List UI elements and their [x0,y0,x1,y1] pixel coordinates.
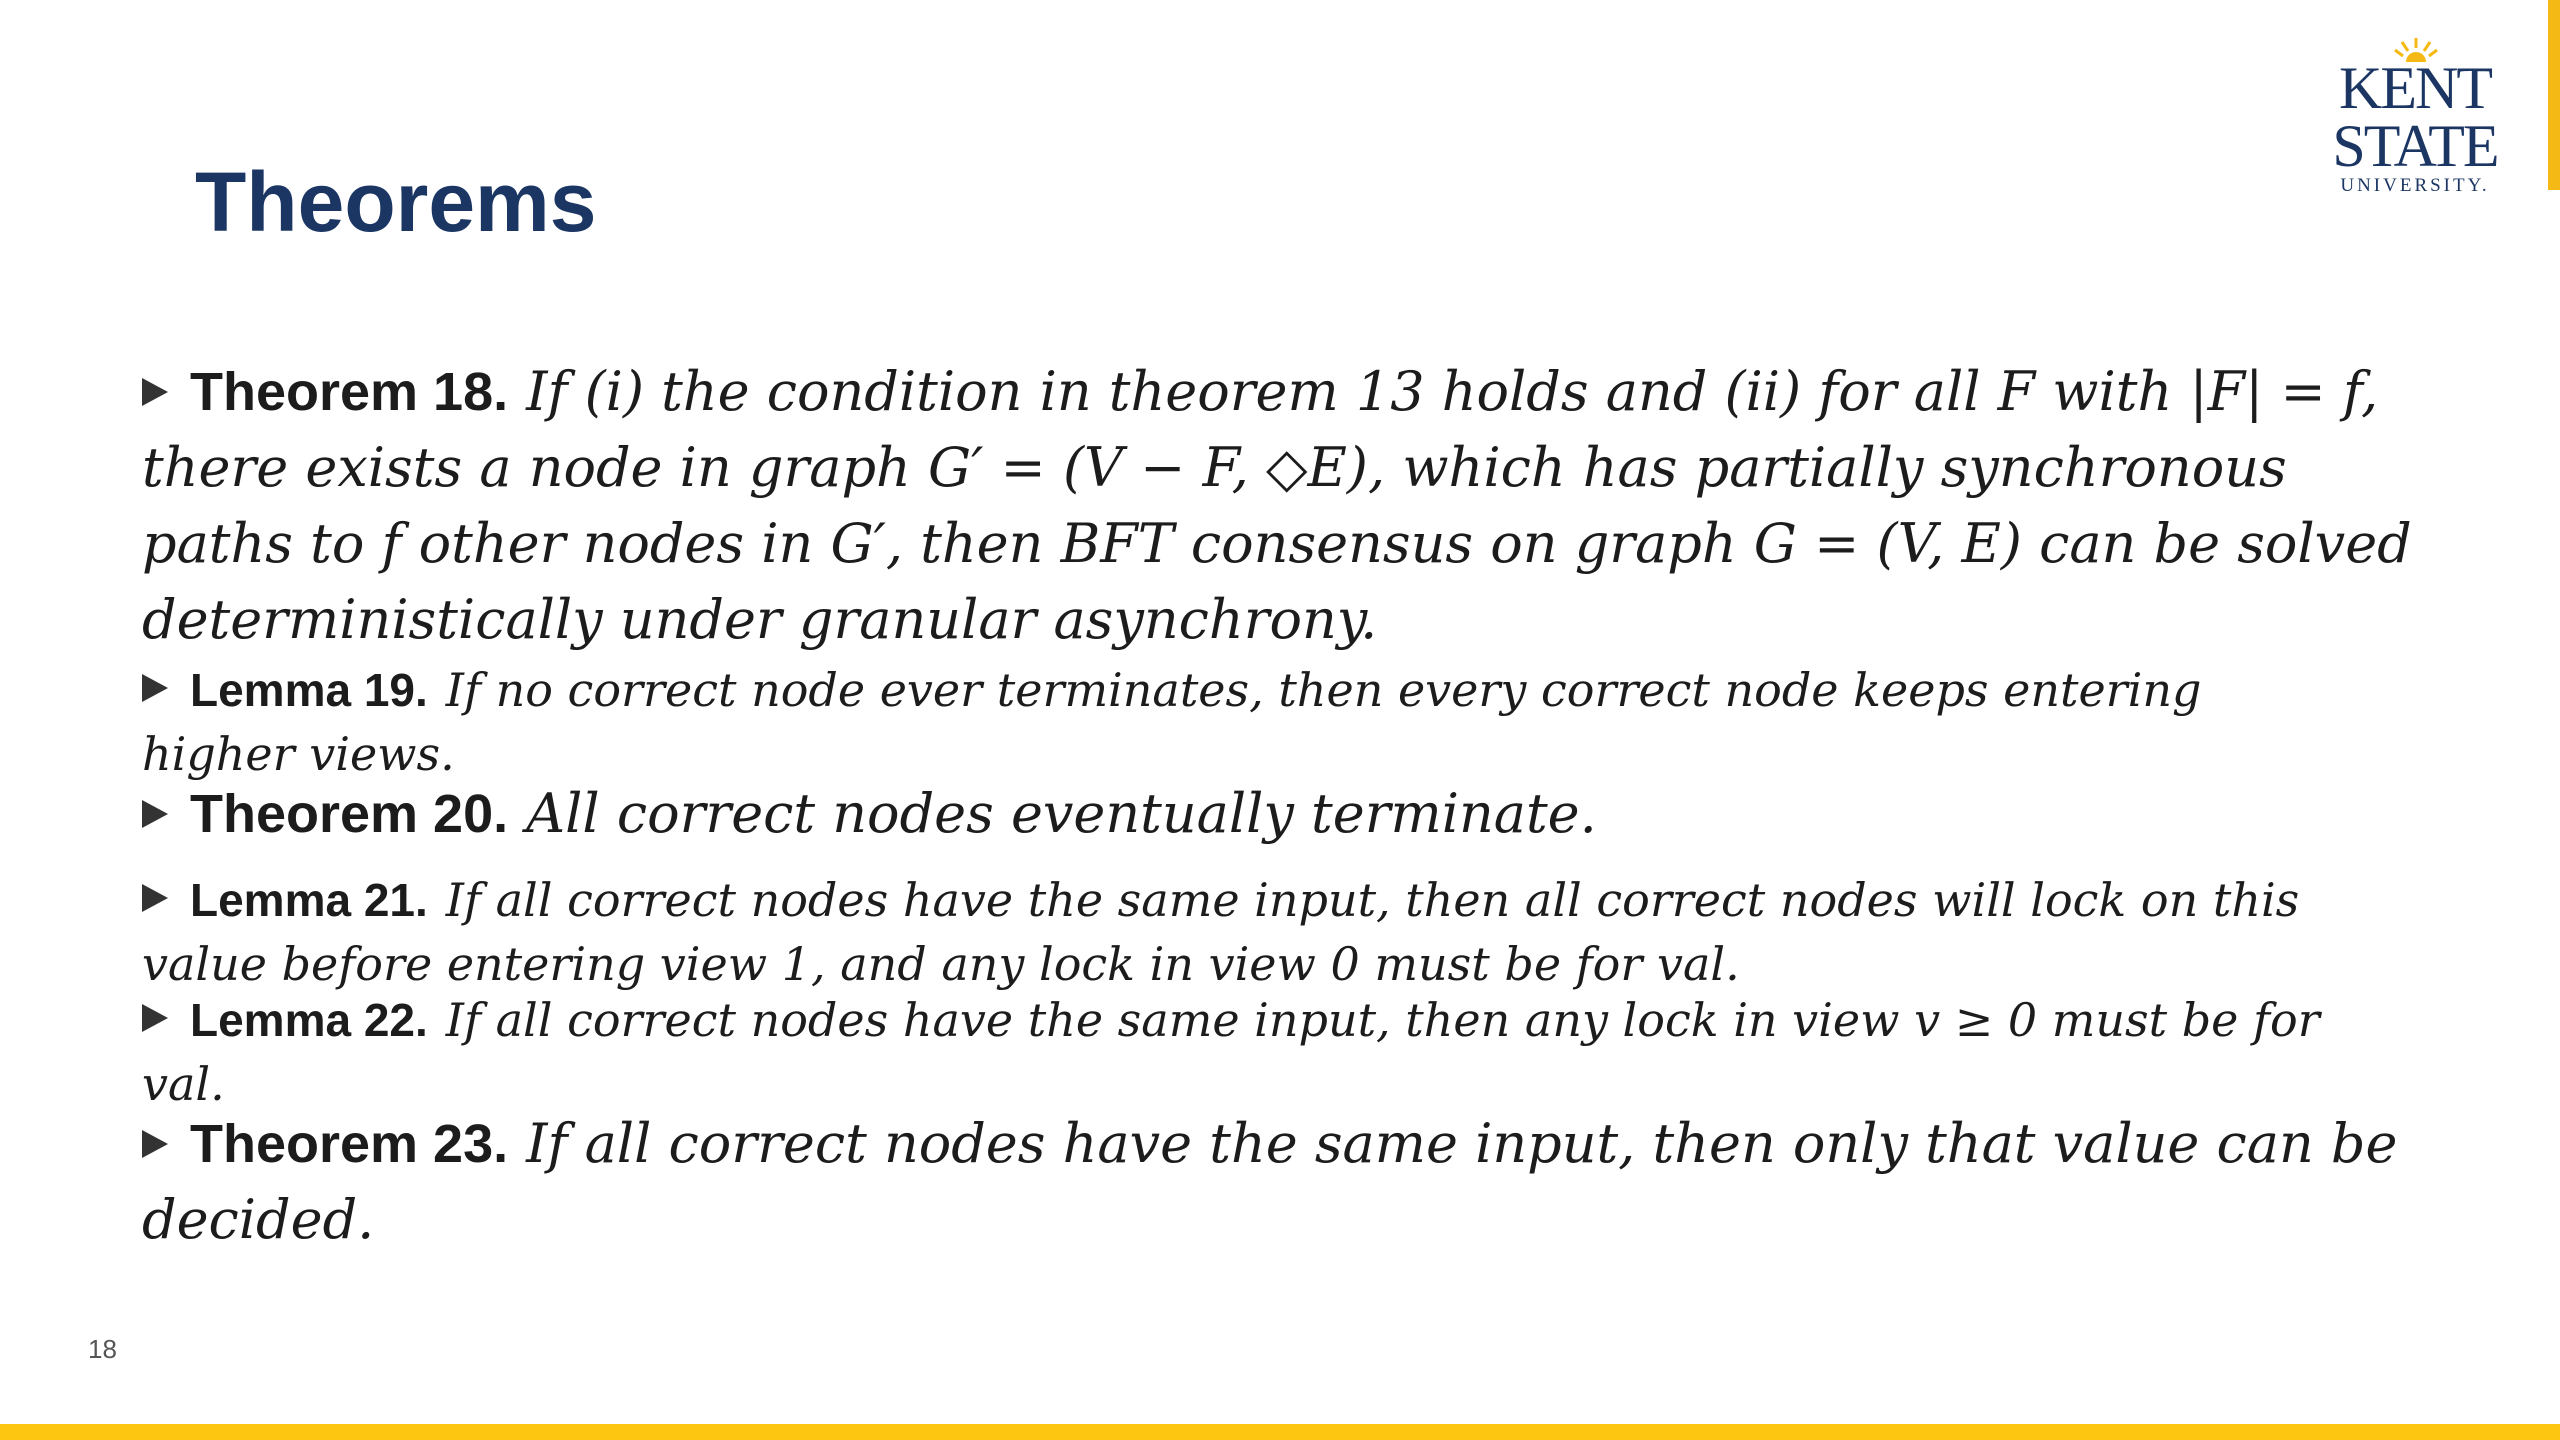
logo-wordmark-university: UNIVERSITY. [2340,175,2490,196]
item-heading: Theorem 20. [190,784,509,844]
theorem-23 [142,1106,2452,1258]
item-statement: If no correct node ever terminates, then every correct node keeps entering higher views. [142,663,2202,781]
item-heading: Lemma 22. [190,994,428,1046]
logo-wordmark-state: STATE [2332,113,2498,179]
item-statement: If all correct nodes have the same input, then only that value can be decided. [142,1112,2398,1251]
triangle-bullet-icon [142,800,168,828]
lemma-19 [142,658,2342,786]
right-accent-bar [2548,0,2560,190]
item-statement: If all correct nodes have the same input, then all correct nodes will lock on this value before entering view 1, and any lock in view 0 must be for val. [142,873,2300,991]
item-heading: Theorem 18. [190,362,509,422]
logo-wordmark-kent: KENT [2339,55,2491,121]
kent-state-logo [2322,36,2508,198]
item-heading: Lemma 21. [190,874,428,926]
item-statement: If (i) the condition in theorem 13 holds and (ii) for all F with |F| = f, there exists a node in graph G′ = (V − F, ◇E), which has partially synchronous paths to f other nodes in G′, then BFT consensus on graph G = (V, E) can be solved deterministically under granular asynchrony. [142,360,2412,651]
page-number: 18 [88,1334,117,1364]
theorem-18 [142,354,2452,658]
item-statement: All correct nodes eventually terminate. [526,782,1597,845]
item-statement: If all correct nodes have the same input, then any lock in view v ≥ 0 must be for val. [142,993,2320,1111]
item-heading: Lemma 19. [190,664,428,716]
lemma-22 [142,988,2342,1116]
triangle-bullet-icon [142,1004,168,1032]
theorem-20 [142,776,2452,852]
triangle-bullet-icon [142,1130,168,1158]
lemma-21 [142,868,2342,996]
bottom-accent-bar [0,1424,2560,1440]
slide-title: Theorems [195,155,597,249]
triangle-bullet-icon [142,674,168,702]
item-heading: Theorem 23. [190,1114,509,1174]
triangle-bullet-icon [142,884,168,912]
triangle-bullet-icon [142,378,168,406]
